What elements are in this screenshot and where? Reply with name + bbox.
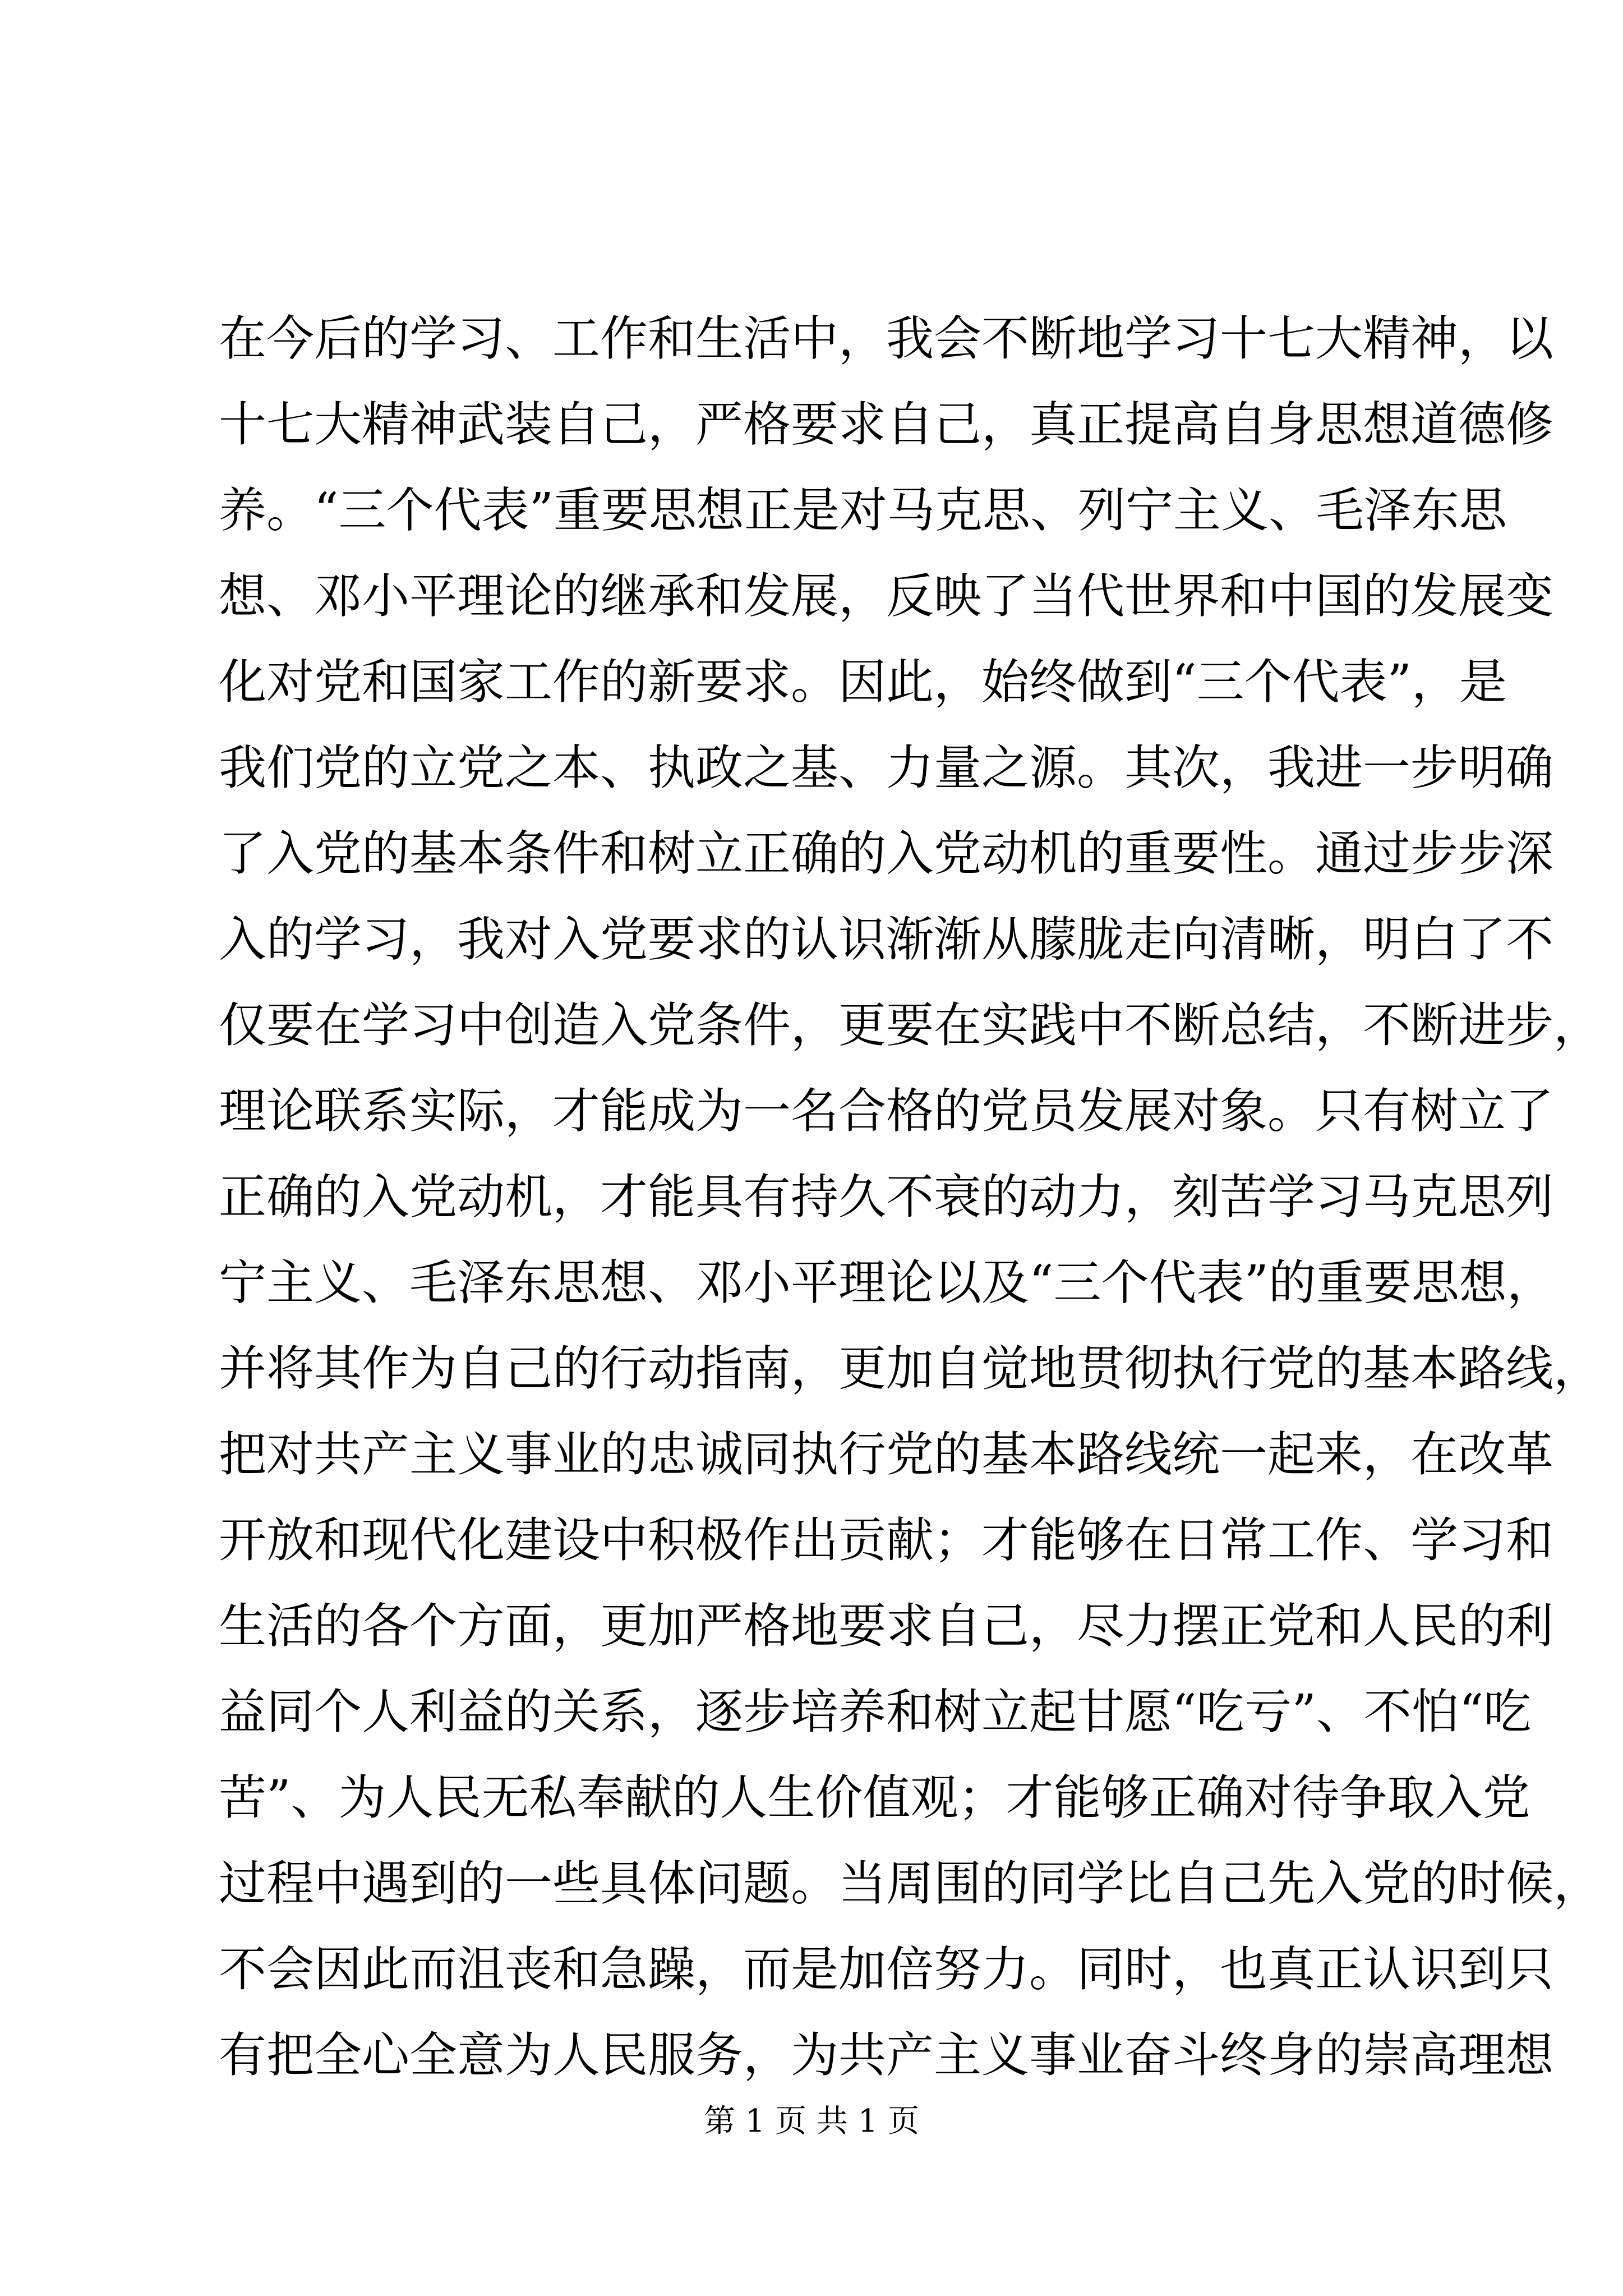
text-line: 想、邓小平理论的继承和发展，反映了当代世界和中国的发展变 [219,569,1554,624]
text-line: 十七大精神武装自己，严格要求自己，真正提高自身思想道德修 [219,397,1554,453]
text-line: 化对党和国家工作的新要求。因此，始终做到“三个代表”，是 [219,655,1507,710]
text-line: 正确的入党动机，才能具有持久不衰的动力，刻苦学习马克思列 [219,1170,1554,1225]
page-footer [0,2099,1623,2144]
text-line: 养。“三个代表”重要思想正是对马克思、列宁主义、毛泽东思 [219,483,1507,539]
body-text [219,296,1602,2099]
text-line: 了入党的基本条件和树立正确的入党动机的重要性。通过步步深 [219,826,1554,882]
page-number-label: 第 1 页 共 1 页 [703,2103,920,2139]
text-line: 仅要在学习中创造入党条件，更要在实践中不断总结，不断进步， [219,998,1602,1053]
text-line: 理论联系实际，才能成为一名合格的党员发展对象。只有树立了 [219,1084,1554,1139]
text-line: 宁主义、毛泽东思想、邓小平理论以及“三个代表”的重要思想， [219,1255,1555,1311]
text-line: 把对共产主义事业的忠诚同执行党的基本路线统一起来，在改革 [219,1427,1554,1483]
text-line: 苦”、为人民无私奉献的人生价值观；才能够正确对待争取入党 [219,1770,1530,1826]
text-line: 有把全心全意为人民服务，为共产主义事业奋斗终身的崇高理想 [219,2028,1554,2083]
text-line: 不会因此而沮丧和急躁，而是加倍努力。同时，也真正认识到只 [219,1942,1554,1998]
text-line: 在今后的学习、工作和生活中，我会不断地学习十七大精神，以 [219,311,1554,367]
text-line: 益同个人利益的关系，逐步培养和树立起甘愿“吃亏”、不怕“吃 [219,1685,1532,1740]
text-line: 并将其作为自己的行动指南，更加自觉地贯彻执行党的基本路线， [219,1341,1602,1397]
text-line: 生活的各个方面，更加严格地要求自己，尽力摆正党和人民的利 [219,1599,1554,1654]
text-line: 过程中遇到的一些具体问题。当周围的同学比自己先入党的时候， [219,1856,1602,1912]
text-line: 我们党的立党之本、执政之基、力量之源。其次，我进一步明确 [219,740,1554,796]
text-line: 入的学习，我对入党要求的认识渐渐从朦胧走向清晰，明白了不 [219,912,1554,968]
text-line: 开放和现代化建设中积极作出贡献；才能够在日常工作、学习和 [219,1513,1554,1568]
